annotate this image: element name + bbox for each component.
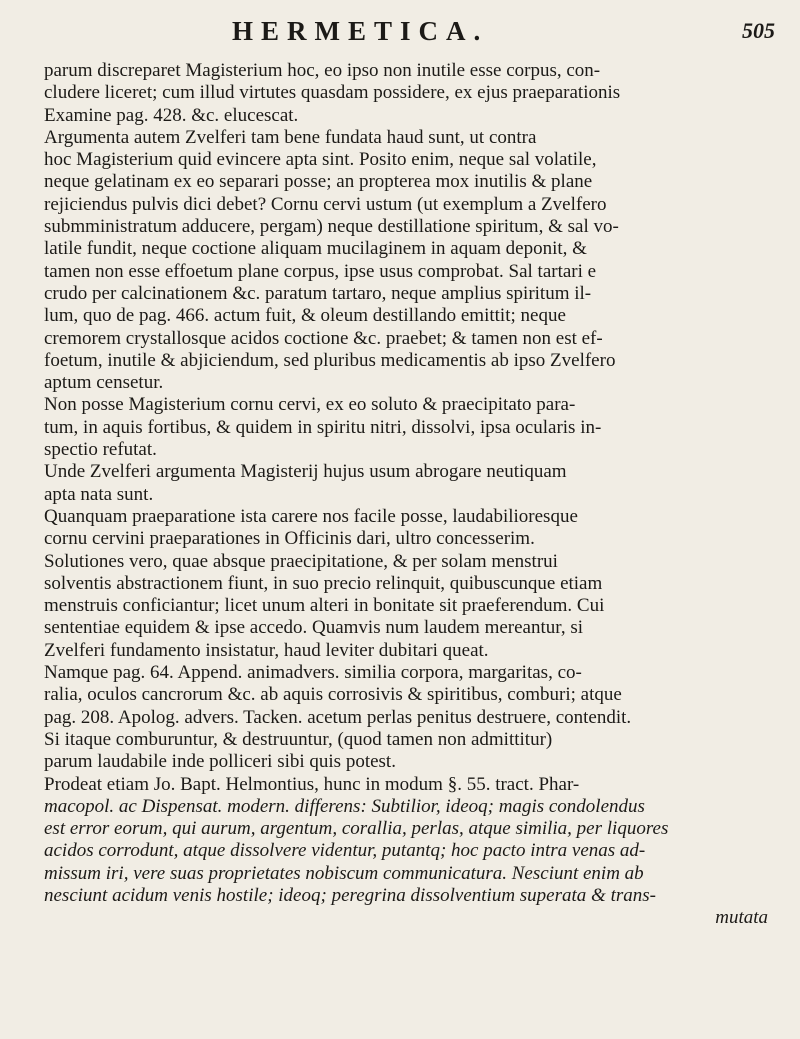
running-title: HERMETICA. (232, 16, 489, 46)
text-line: parum laudabile inde polliceri sibi quis potest. (44, 751, 396, 773)
text-line: aptum censetur. (44, 372, 164, 394)
text-line: macopol. ac Dispensat. modern. differens: Subtilior, ideoq; magis condolendus (44, 795, 645, 817)
text-line: tamen non esse effoetum plane corpus, ipse usus comprobat. Sal tartari e (44, 260, 597, 282)
text-line: acidos corrodunt, atque dissolvere videntur, putantq; hoc pacto intra venas ad- (44, 840, 646, 862)
page-number: 505 (742, 18, 775, 43)
text-line: est error eorum, qui aurum, argentum, corallia, perlas, atque similia, per liquores (44, 818, 669, 840)
text-line: cornu cervini praeparationes in Officinis dari, ultro concesserim. (44, 528, 535, 550)
text-line: Non posse Magisterium cornu cervi, ex eo soluto & praecipitato para- (44, 394, 576, 416)
text-line: hoc Magisterium quid evincere apta sint. Posito enim, neque sal volatile, (44, 149, 597, 171)
text-line: rejiciendus pulvis dici debet? Cornu cervi ustum (ut exemplum a Zvelfero (44, 193, 607, 215)
text-line: missum iri, vere suas proprietates nobiscum communicatura. Nesciunt enim ab (44, 862, 644, 884)
text-line: nesciunt acidum venis hostile; ideoq; peregrina dissolventium superata & trans- (44, 884, 656, 906)
text-line: sententiae equidem & ipse accedo. Quamvis num laudem mereantur, si (44, 617, 583, 639)
body-text (44, 60, 772, 930)
text-line: tum, in aquis fortibus, & quidem in spiritu nitri, dissolvi, ipsa ocularis in- (44, 416, 602, 438)
text-line: foetum, inutile & abjiciendum, sed pluribus medicamentis ab ipso Zvelfero (44, 349, 616, 371)
text-line: ralia, oculos cancrorum &c. ab aquis corrosivis & spiritibus, comburi; atque (44, 684, 622, 706)
text-line: lum, quo de pag. 466. actum fuit, & oleum destillando emittit; neque (44, 305, 566, 327)
text-line: pag. 208. Apolog. advers. Tacken. acetum perlas penitus destruere, contendit. (44, 706, 632, 728)
text-line: spectio refutat. (44, 439, 157, 461)
text-line: Solutiones vero, quae absque praecipitatione, & per solam menstrui (44, 550, 558, 572)
text-line: Zvelferi fundamento insistatur, haud leviter dubitari queat. (44, 639, 489, 661)
text-line: Examine pag. 428. &c. elucescat. (44, 104, 299, 126)
text-line: parum discreparet Magisterium hoc, eo ipso non inutile esse corpus, con- (44, 60, 601, 81)
text-line: solventis abstractionem fiunt, in suo precio relinquit, quibuscunque etiam (44, 572, 603, 594)
catchword: mutata (715, 907, 768, 929)
text-line: apta nata sunt. (44, 483, 154, 505)
text-line: latile fundit, neque coctione aliquam mucilaginem in aquam deponit, & (44, 238, 587, 260)
text-line: Namque pag. 64. Append. animadvers. similia corpora, margaritas, co- (44, 662, 582, 684)
text-line: submministratum adducere, pergam) neque destillatione spiritum, & sal vo- (44, 216, 619, 238)
text-line: Prodeat etiam Jo. Bapt. Helmontius, hunc in modum §. 55. tract. Phar- (44, 773, 580, 795)
text-line: cludere liceret; cum illud virtutes quasdam possidere, ex ejus praeparationis (44, 82, 621, 104)
text-line: menstruis conficiantur; licet unum alteri in bonitate sit praeferendum. Cui (44, 595, 605, 617)
text-line: neque gelatinam ex eo separari posse; an propterea mox inutilis & plane (44, 171, 593, 193)
text-line: Si itaque comburuntur, & destruuntur, (quod tamen non admittitur) (44, 728, 553, 750)
page-header (0, 14, 800, 54)
text-line: Argumenta autem Zvelferi tam bene fundata haud sunt, ut contra (44, 126, 537, 148)
text-line: cremorem crystallosque acidos coctione &c. praebet; & tamen non est ef- (44, 327, 603, 349)
text-line: Quanquam praeparatione ista carere nos facile posse, laudabilioresque (44, 505, 578, 527)
text-line: Unde Zvelferi argumenta Magisterij hujus usum abrogare neutiquam (44, 461, 567, 483)
text-line: crudo per calcinationem &c. paratum tartaro, neque amplius spiritum il- (44, 282, 592, 304)
